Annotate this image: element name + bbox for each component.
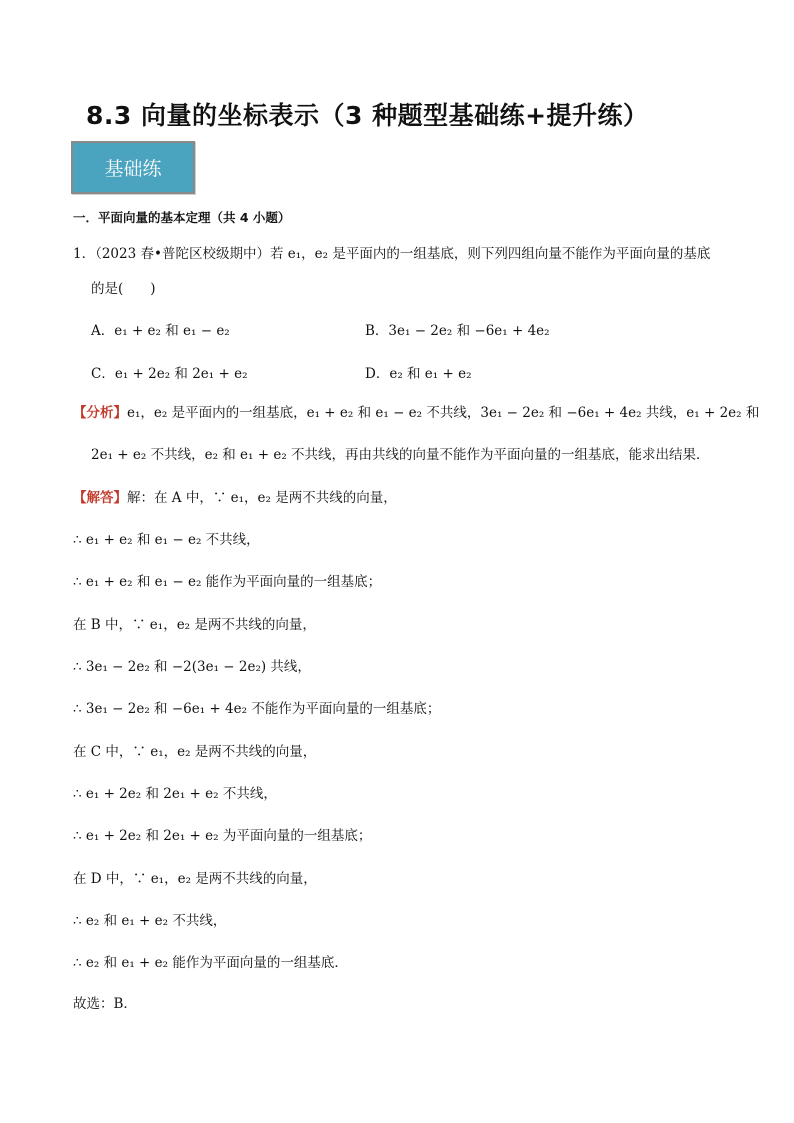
solution-line-13: 故选：B．: [73, 996, 137, 1012]
analysis-line-2: 2e₁ + e₂ 不共线，e₂ 和 e₁ + e₂ 不共线，再由共线的向量不能作为平面向量的一组基底，能求出结果．: [91, 447, 710, 463]
solution-line-10: 在 D 中，∵ e₁，e₂ 是两不共线的向量，: [73, 871, 317, 887]
solution-line-7: 在 C 中，∵ e₁，e₂ 是两不共线的向量，: [73, 744, 317, 760]
analysis-tag: 【分析】: [73, 405, 127, 421]
option-b: B．3e₁ − 2e₂ 和 −6e₁ + 4e₂: [365, 323, 550, 339]
solution-tag: 【解答】: [73, 490, 127, 506]
option-a: A．e₁ + e₂ 和 e₁ − e₂: [91, 323, 230, 339]
solution-line-8: ∴ e₁ + 2e₂ 和 2e₁ + e₂ 不共线，: [73, 786, 277, 802]
analysis-line-1: [73, 403, 759, 423]
option-c: C．e₁ + 2e₂ 和 2e₁ + e₂: [91, 366, 248, 382]
question-line-2: 的是( ): [91, 281, 156, 297]
option-d: D．e₂ 和 e₁ + e₂: [365, 366, 472, 382]
page-title: 8.3 向量的坐标表示（3 种题型基础练+提升练）: [86, 101, 649, 130]
solution-line-11: ∴ e₂ 和 e₁ + e₂ 不共线，: [73, 913, 227, 929]
solution-line-1: [73, 488, 397, 508]
solution-line-5: ∴ 3e₁ − 2e₂ 和 −2(3e₁ − 2e₂) 共线，: [73, 659, 311, 675]
solution-line-6: ∴ 3e₁ − 2e₂ 和 −6e₁ + 4e₂ 不能作为平面向量的一组基底；: [73, 701, 441, 717]
solution-line-2: ∴ e₁ + e₂ 和 e₁ − e₂ 不共线，: [73, 532, 260, 548]
solution-line-4: 在 B 中，∵ e₁，e₂ 是两不共线的向量，: [73, 617, 316, 633]
solution-line-9: ∴ e₁ + 2e₂ 和 2e₁ + e₂ 为平面向量的一组基底；: [73, 828, 372, 844]
section-heading: 一．平面向量的基本定理（共 4 小题）: [73, 210, 291, 225]
solution-text-1: 解：在 A 中，∵ e₁，e₂ 是两不共线的向量，: [127, 490, 397, 506]
question-line-1: 1．（2023 春•普陀区校级期中）若 e₁，e₂ 是平面内的一组基底，则下列四组向量不能作为平面向量的基底: [73, 246, 711, 262]
solution-line-3: ∴ e₁ + e₂ 和 e₁ − e₂ 能作为平面向量的一组基底；: [73, 574, 382, 590]
solution-line-12: ∴ e₂ 和 e₁ + e₂ 能作为平面向量的一组基底．: [73, 955, 348, 971]
section-badge: 基础练: [71, 141, 195, 194]
analysis-text-1: e₁，e₂ 是平面内的一组基底，e₁ + e₂ 和 e₁ − e₂ 不共线，3e₁ − 2e₂ 和 −6e₁ + 4e₂ 共线，e₁ + 2e₂ 和: [127, 405, 760, 421]
